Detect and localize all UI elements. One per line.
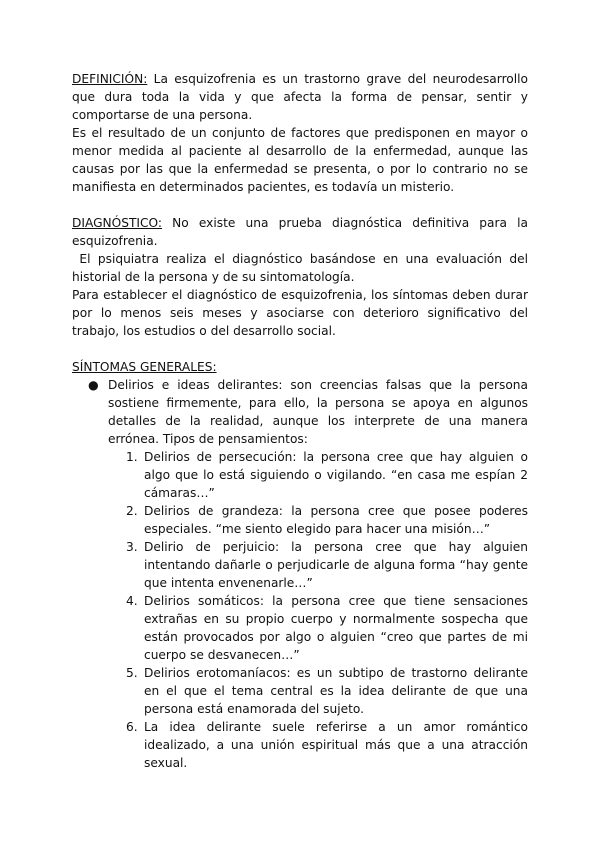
item-number: 6. — [126, 720, 138, 734]
list-item — [126, 592, 528, 664]
item-text: Delirios somáticos: la persona cree que tiene sensaciones extrañas en su propio cuerpo y normalmente sospecha que están provocados por algo o alguien “creo que partes de mi cuerpo se desvanecen…” — [144, 594, 528, 662]
item-number: 3. — [126, 540, 138, 554]
list-item — [126, 718, 528, 772]
diagnostico-label: DIAGNÓSTICO: — [72, 216, 163, 230]
sintomas-heading — [72, 358, 528, 376]
list-item — [126, 448, 528, 502]
list-item — [126, 502, 528, 538]
bullet-text: Delirios e ideas delirantes: son creencias falsas que la persona sostiene firmemente, para ello, la persona se apoya en algunos detalles de la realidad, aunque los interprete de una manera errónea. Tipos de pensamientos: — [108, 378, 528, 446]
definicion-paragraph-2: Es el resultado de un conjunto de factores que predisponen en mayor o menor medida al paciente al desarrollo de la enfermedad, aunque las causas por las que la enfermedad se presenta, o por lo contrario no se manifiesta en determinados pacientes, es todavía un misterio. — [72, 126, 528, 194]
sintomas-label: SÍNTOMAS GENERALES: — [72, 360, 217, 374]
item-number: 1. — [126, 450, 138, 464]
list-item — [126, 664, 528, 718]
item-number: 5. — [126, 666, 138, 680]
item-text: Delirios de grandeza: la persona cree que posee poderes especiales. “me siento elegido para hacer una misión…” — [144, 504, 528, 536]
list-item — [126, 538, 528, 592]
definicion-text: La esquizofrenia es un trastorno grave del neurodesarrollo que dura toda la vida y que afecta la forma de pensar, sentir y comportarse de una persona. — [72, 72, 528, 122]
diagnostico-text: No existe una prueba diagnóstica definitiva para la esquizofrenia. — [72, 216, 528, 248]
delirios-types-list — [72, 448, 528, 772]
bullet-icon: ● — [88, 378, 99, 392]
sintomas-list — [72, 376, 528, 448]
diagnostico-paragraph-3: Para establecer el diagnóstico de esquizofrenia, los síntomas deben durar por lo menos seis meses y asociarse con deterioro significativo del trabajo, los estudios o del desarrollo social. — [72, 288, 528, 338]
list-item-delirios — [72, 376, 528, 448]
item-text: La idea delirante suele referirse a un amor romántico idealizado, a una unión espiritual más que a una atracción sexual. — [144, 720, 528, 770]
definicion-paragraph — [72, 70, 528, 124]
item-number: 4. — [126, 594, 138, 608]
document-page — [72, 70, 532, 772]
item-number: 2. — [126, 504, 138, 518]
item-text: Delirios de persecución: la persona cree que hay alguien o algo que lo está siguiendo o vigilando. “en casa me espían 2 cámaras…” — [144, 450, 528, 500]
diagnostico-paragraph-2: El psiquiatra realiza el diagnóstico basándose en una evaluación del historial de la persona y de su sintomatología. — [72, 252, 532, 284]
diagnostico-paragraph — [72, 214, 528, 250]
item-text: Delirio de perjuicio: la persona cree que hay alguien intentando dañarle o perjudicarle de alguna forma “hay gente que intenta envenenarle…” — [144, 540, 528, 590]
definicion-label: DEFINICIÓN: — [72, 72, 148, 86]
item-text: Delirios erotomaníacos: es un subtipo de trastorno delirante en el que el tema central es la idea delirante de que una persona está enamorada del sujeto. — [144, 666, 528, 716]
